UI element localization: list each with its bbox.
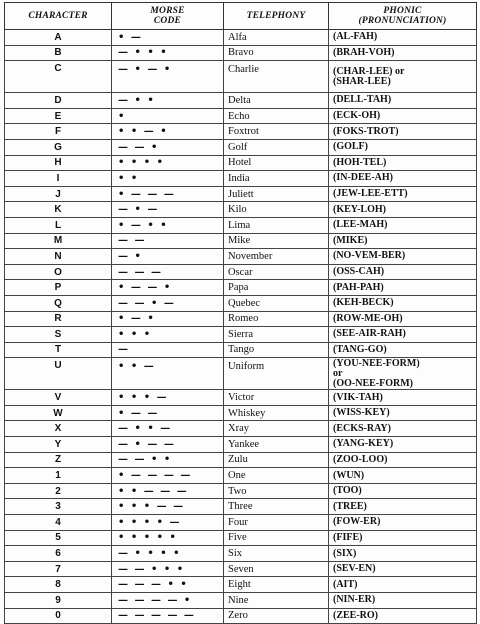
phonic-cell: (ZOO-LOO): [329, 452, 477, 468]
character-cell: 2: [5, 483, 112, 499]
character-cell: F: [5, 124, 112, 140]
table-row: [5, 577, 477, 593]
phonic-cell: (FIFE): [329, 530, 477, 546]
character-cell: P: [5, 280, 112, 296]
character-cell: R: [5, 311, 112, 327]
morse-code-cell: — — — • •: [112, 577, 224, 593]
telephony-cell: Zero: [224, 608, 329, 624]
morse-code-cell: • — — — —: [112, 468, 224, 484]
telephony-cell: Victor: [224, 390, 329, 406]
header-phonic: [329, 3, 477, 30]
morse-code-cell: • • —: [112, 358, 224, 390]
character-cell: K: [5, 202, 112, 218]
character-cell: 0: [5, 608, 112, 624]
table-row: [5, 295, 477, 311]
header-phonic-line2: (PRONUNCIATION): [358, 16, 447, 26]
phonic-cell: (VIK-TAH): [329, 390, 477, 406]
table-row: [5, 202, 477, 218]
telephony-cell: Hotel: [224, 155, 329, 171]
phonic-cell: (ECKS-RAY): [329, 421, 477, 437]
telephony-cell: Tango: [224, 342, 329, 358]
morse-code-cell: — • —: [112, 202, 224, 218]
header-phonic-line1: PHONIC: [383, 6, 422, 16]
telephony-cell: Oscar: [224, 264, 329, 280]
phonetic-alphabet-table: [4, 2, 477, 624]
morse-code-cell: — —: [112, 233, 224, 249]
table-row: [5, 593, 477, 609]
phonic-cell: (TOO): [329, 483, 477, 499]
character-cell: J: [5, 186, 112, 202]
character-cell: V: [5, 390, 112, 406]
phonic-cell: (CHAR-LEE) or (SHAR-LEE): [329, 61, 477, 93]
telephony-cell: Six: [224, 546, 329, 562]
table-header: [5, 3, 477, 30]
table-row: [5, 45, 477, 61]
table-body: [5, 30, 477, 624]
table-row: [5, 61, 477, 93]
header-morse-line1: MORSE: [150, 6, 185, 16]
morse-code-cell: — — — — •: [112, 593, 224, 609]
header-telephony: TELEPHONY: [224, 3, 329, 30]
table-row: [5, 233, 477, 249]
table-row: [5, 437, 477, 453]
phonic-cell: (AIT): [329, 577, 477, 593]
character-cell: 7: [5, 561, 112, 577]
morse-code-cell: — — — — —: [112, 608, 224, 624]
phonic-cell: (SEV-EN): [329, 561, 477, 577]
telephony-cell: Xray: [224, 421, 329, 437]
table-row: [5, 608, 477, 624]
table-row: [5, 30, 477, 46]
morse-code-cell: • • • • •: [112, 530, 224, 546]
character-cell: S: [5, 327, 112, 343]
character-cell: B: [5, 45, 112, 61]
table-row: [5, 342, 477, 358]
character-cell: 5: [5, 530, 112, 546]
morse-code-cell: — •: [112, 249, 224, 265]
character-cell: X: [5, 421, 112, 437]
telephony-cell: Echo: [224, 108, 329, 124]
telephony-cell: Quebec: [224, 295, 329, 311]
telephony-cell: Uniform: [224, 358, 329, 390]
phonic-cell: (NIN-ER): [329, 593, 477, 609]
telephony-cell: India: [224, 171, 329, 187]
character-cell: 4: [5, 515, 112, 531]
phonic-cell: (JEW-LEE-ETT): [329, 186, 477, 202]
telephony-cell: Kilo: [224, 202, 329, 218]
morse-code-cell: —: [112, 342, 224, 358]
telephony-cell: Mike: [224, 233, 329, 249]
table-row: [5, 452, 477, 468]
telephony-cell: Juliett: [224, 186, 329, 202]
table-row: [5, 155, 477, 171]
morse-code-cell: • • — •: [112, 124, 224, 140]
phonic-cell: (DELL-TAH): [329, 93, 477, 109]
table-row: [5, 108, 477, 124]
morse-code-cell: •: [112, 108, 224, 124]
telephony-cell: Zulu: [224, 452, 329, 468]
morse-code-cell: • — —: [112, 405, 224, 421]
table-row: [5, 530, 477, 546]
morse-code-cell: — • •: [112, 93, 224, 109]
table-row: [5, 171, 477, 187]
morse-code-cell: • • • —: [112, 390, 224, 406]
table-row: [5, 483, 477, 499]
header-row: [5, 3, 477, 30]
character-cell: L: [5, 217, 112, 233]
table-row: [5, 421, 477, 437]
morse-code-cell: — — • —: [112, 295, 224, 311]
morse-code-cell: — — •: [112, 139, 224, 155]
table-row: [5, 311, 477, 327]
phonic-cell: (NO-VEM-BER): [329, 249, 477, 265]
morse-code-cell: — • • •: [112, 45, 224, 61]
morse-code-cell: • — — •: [112, 280, 224, 296]
table-row: [5, 217, 477, 233]
telephony-cell: Sierra: [224, 327, 329, 343]
table-row: [5, 186, 477, 202]
character-cell: Z: [5, 452, 112, 468]
phonic-cell: (LEE-MAH): [329, 217, 477, 233]
table-row: [5, 139, 477, 155]
table-row: [5, 249, 477, 265]
telephony-cell: Delta: [224, 93, 329, 109]
morse-code-cell: • • • • —: [112, 515, 224, 531]
phonic-cell: (AL-FAH): [329, 30, 477, 46]
morse-code-cell: • — — —: [112, 186, 224, 202]
telephony-cell: Two: [224, 483, 329, 499]
phonic-cell: (SIX): [329, 546, 477, 562]
telephony-cell: Charlie: [224, 61, 329, 93]
phonic-cell: (GOLF): [329, 139, 477, 155]
character-cell: D: [5, 93, 112, 109]
character-cell: 8: [5, 577, 112, 593]
telephony-cell: Romeo: [224, 311, 329, 327]
character-cell: 6: [5, 546, 112, 562]
telephony-cell: Foxtrot: [224, 124, 329, 140]
telephony-cell: Seven: [224, 561, 329, 577]
telephony-cell: Bravo: [224, 45, 329, 61]
morse-code-cell: • • • — —: [112, 499, 224, 515]
phonic-cell: (YOU-NEE-FORM) or (OO-NEE-FORM): [329, 358, 477, 390]
morse-code-cell: — • — •: [112, 61, 224, 93]
character-cell: C: [5, 61, 112, 93]
morse-code-cell: — — • • •: [112, 561, 224, 577]
character-cell: U: [5, 358, 112, 390]
table-row: [5, 93, 477, 109]
telephony-cell: Papa: [224, 280, 329, 296]
header-morse-line2: CODE: [153, 16, 182, 26]
character-cell: 3: [5, 499, 112, 515]
telephony-cell: Four: [224, 515, 329, 531]
character-cell: 9: [5, 593, 112, 609]
phonic-cell: (YANG-KEY): [329, 437, 477, 453]
table-row: [5, 264, 477, 280]
character-cell: O: [5, 264, 112, 280]
table-row: [5, 280, 477, 296]
telephony-cell: Eight: [224, 577, 329, 593]
telephony-cell: One: [224, 468, 329, 484]
phonic-cell: (MIKE): [329, 233, 477, 249]
telephony-cell: November: [224, 249, 329, 265]
table-row: [5, 561, 477, 577]
phonic-cell: (WUN): [329, 468, 477, 484]
telephony-cell: Nine: [224, 593, 329, 609]
table-row: [5, 124, 477, 140]
morse-code-cell: — • • —: [112, 421, 224, 437]
table-row: [5, 327, 477, 343]
telephony-cell: Yankee: [224, 437, 329, 453]
header-character: CHARACTER: [5, 3, 112, 30]
table-row: [5, 405, 477, 421]
character-cell: H: [5, 155, 112, 171]
character-cell: E: [5, 108, 112, 124]
morse-code-cell: — • • • •: [112, 546, 224, 562]
telephony-cell: Lima: [224, 217, 329, 233]
phonic-cell: (WISS-KEY): [329, 405, 477, 421]
character-cell: N: [5, 249, 112, 265]
telephony-cell: Whiskey: [224, 405, 329, 421]
character-cell: M: [5, 233, 112, 249]
character-cell: Y: [5, 437, 112, 453]
phonic-cell: (FOKS-TROT): [329, 124, 477, 140]
header-morse-code: [112, 3, 224, 30]
phonic-cell: (KEH-BECK): [329, 295, 477, 311]
phonic-cell: (BRAH-VOH): [329, 45, 477, 61]
phonic-cell: (ZEE-RO): [329, 608, 477, 624]
phonic-cell: (PAH-PAH): [329, 280, 477, 296]
character-cell: W: [5, 405, 112, 421]
table-row: [5, 499, 477, 515]
telephony-cell: Three: [224, 499, 329, 515]
phonic-cell: (TREE): [329, 499, 477, 515]
table-row: [5, 546, 477, 562]
morse-code-cell: • • •: [112, 327, 224, 343]
character-cell: G: [5, 139, 112, 155]
table-row: [5, 358, 477, 390]
phonic-cell: (HOH-TEL): [329, 155, 477, 171]
morse-code-cell: — • — —: [112, 437, 224, 453]
character-cell: I: [5, 171, 112, 187]
phonic-cell: (SEE-AIR-RAH): [329, 327, 477, 343]
table-row: [5, 515, 477, 531]
phonic-cell: (ECK-OH): [329, 108, 477, 124]
table-row: [5, 468, 477, 484]
character-cell: Q: [5, 295, 112, 311]
character-cell: T: [5, 342, 112, 358]
morse-code-cell: • • — — —: [112, 483, 224, 499]
telephony-cell: Five: [224, 530, 329, 546]
character-cell: 1: [5, 468, 112, 484]
character-cell: A: [5, 30, 112, 46]
phonic-cell: (ROW-ME-OH): [329, 311, 477, 327]
phonic-cell: (OSS-CAH): [329, 264, 477, 280]
morse-code-cell: • — • •: [112, 217, 224, 233]
phonic-cell: (IN-DEE-AH): [329, 171, 477, 187]
morse-code-cell: • — •: [112, 311, 224, 327]
table-row: [5, 390, 477, 406]
morse-code-cell: • •: [112, 171, 224, 187]
morse-code-cell: • —: [112, 30, 224, 46]
morse-code-cell: • • • •: [112, 155, 224, 171]
phonic-cell: (TANG-GO): [329, 342, 477, 358]
phonic-cell: (FOW-ER): [329, 515, 477, 531]
morse-code-cell: — — —: [112, 264, 224, 280]
telephony-cell: Golf: [224, 139, 329, 155]
telephony-cell: Alfa: [224, 30, 329, 46]
phonic-cell: (KEY-LOH): [329, 202, 477, 218]
morse-code-cell: — — • •: [112, 452, 224, 468]
